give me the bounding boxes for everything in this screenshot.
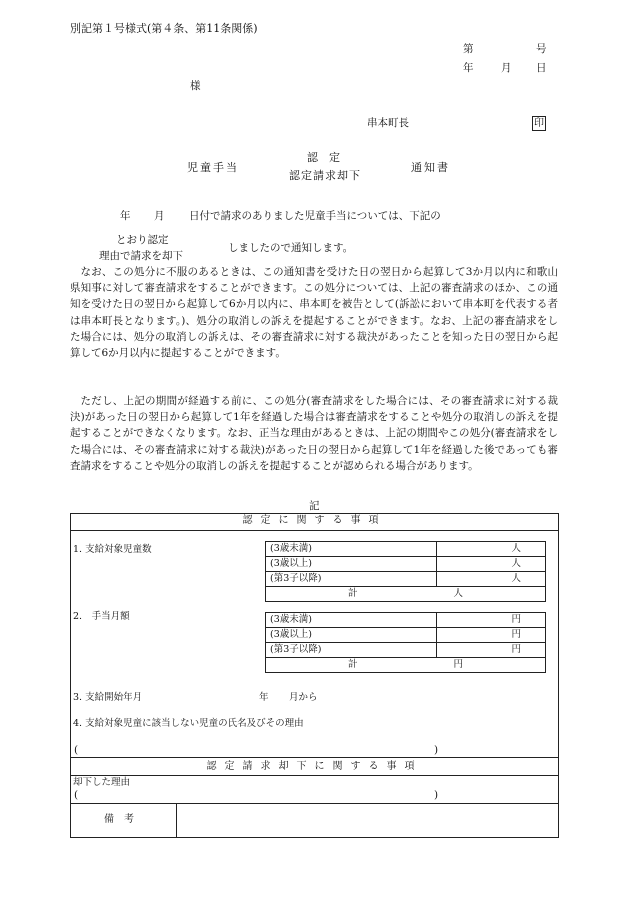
issuer-name: 串本町長: [367, 117, 409, 129]
start-month-from: 月から: [289, 692, 318, 703]
intro-year: 年: [120, 210, 131, 222]
title-left: 児童手当: [187, 161, 239, 174]
number-suffix: 号: [536, 43, 547, 55]
number-prefix: 第: [463, 43, 474, 55]
intro-option-reject: 理由で請求を却下: [99, 250, 183, 262]
row-label: (3歳以上): [266, 557, 437, 572]
item2-label: 2. 手当月額: [73, 611, 130, 622]
total-label: 計: [347, 659, 358, 670]
table-row: [266, 643, 546, 658]
monthly-amount-table: [265, 612, 546, 673]
row-unit: 円: [437, 628, 546, 643]
title-right: 通知書: [411, 161, 450, 174]
ki-heading: 記: [309, 500, 320, 512]
total-label: 計: [347, 588, 358, 599]
date-month: 月: [501, 62, 512, 74]
intro-line2: しましたので通知します。: [228, 242, 354, 254]
form-number: 別記第１号様式(第４条、第11条関係): [70, 22, 258, 35]
title-option-reject: 認定請求却下: [289, 169, 361, 182]
table-row: [266, 587, 546, 602]
row-unit: 円: [437, 643, 546, 658]
table-row: [266, 572, 546, 587]
total-unit: 円: [453, 659, 464, 670]
seal-box: 印: [534, 118, 544, 129]
addressee-sama: 様: [190, 80, 201, 92]
divider: [70, 530, 559, 531]
row-label: (3歳以上): [266, 628, 437, 643]
total-row: [266, 658, 546, 673]
table-row: [266, 628, 546, 643]
section-approval-title: 認定に関する事項: [242, 515, 387, 526]
row-unit: 円: [437, 613, 546, 628]
item4-label: 4. 支給対象児童に該当しない児童の氏名及びその理由: [73, 718, 304, 729]
date-year: 年: [463, 62, 474, 74]
row-unit: 人: [437, 557, 546, 572]
reject-close-paren: ): [434, 789, 439, 801]
row-label: (3歳未満): [266, 613, 437, 628]
item4-close-paren: ): [434, 744, 439, 756]
start-year: 年: [259, 692, 269, 703]
total-unit: 人: [453, 588, 464, 599]
item1-label: 1. 支給対象児童数: [73, 544, 152, 555]
row-label: (第3子以降): [266, 572, 437, 587]
divider: [70, 803, 559, 804]
row-unit: 人: [437, 572, 546, 587]
row-label: (3歳未満): [266, 542, 437, 557]
reject-reason-label: 却下した理由: [73, 777, 131, 788]
row-unit: 人: [437, 542, 546, 557]
remarks-divider: [176, 803, 177, 837]
table-row: [266, 557, 546, 572]
divider: [70, 757, 559, 758]
table-row: [266, 613, 546, 628]
item4-open-paren: (: [74, 744, 79, 756]
intro-line1: 日付で請求のありました児童手当については、下記の: [189, 210, 441, 222]
total-row: [266, 587, 546, 602]
date-day: 日: [536, 62, 547, 74]
reject-open-paren: (: [74, 789, 79, 801]
table-row: [266, 658, 546, 673]
row-label: (第3子以降): [266, 643, 437, 658]
remarks-label: 備 考: [104, 814, 134, 825]
table-row: [266, 542, 546, 557]
section-reject-title: 認定請求却下に関する事項: [206, 761, 423, 772]
notice-paragraph-1: なお、この処分に不服のあるときは、この通知書を受けた日の翌日から起算して3か月以内に和歌山県知事に対して審査請求をすることができます。この処分については、上記の審査請求のほか、この通知を受けた日の翌日から起算して6か月以内に、串本町を被告として(訴訟において串本町を代表する者は串本町長となります。)、処分の取消しの訴えを提起することができます。なお、上記の審査請求をした場合には、処分の取消しの訴えは、その審査請求に対する裁決があったことを知った日の翌日から起算して6か月以内に提起することができます。: [70, 266, 558, 360]
notice-paragraph-2: ただし、上記の期間が経過する前に、この処分(審査請求をした場合には、その審査請求に対する裁決)があった日の翌日から起算して1年を経過した場合は審査請求をすることや処分の取消しの訴えを提起することができなくなります。なお、正当な理由があるときは、上記の期間やこの処分(審査請求をした場合には、その審査請求に対する裁決)があった日の翌日から起算して1年を経過した後であっても審査請求をすることや処分の取消しの訴えを提起することが認められる場合があります。: [70, 395, 558, 472]
divider: [70, 775, 559, 776]
intro-month: 月: [154, 210, 165, 222]
title-option-approve: 認 定: [307, 151, 340, 164]
item3-label: 3. 支給開始年月: [73, 692, 143, 703]
intro-option-approve: とおり認定: [116, 234, 169, 246]
children-count-table: [265, 541, 546, 602]
